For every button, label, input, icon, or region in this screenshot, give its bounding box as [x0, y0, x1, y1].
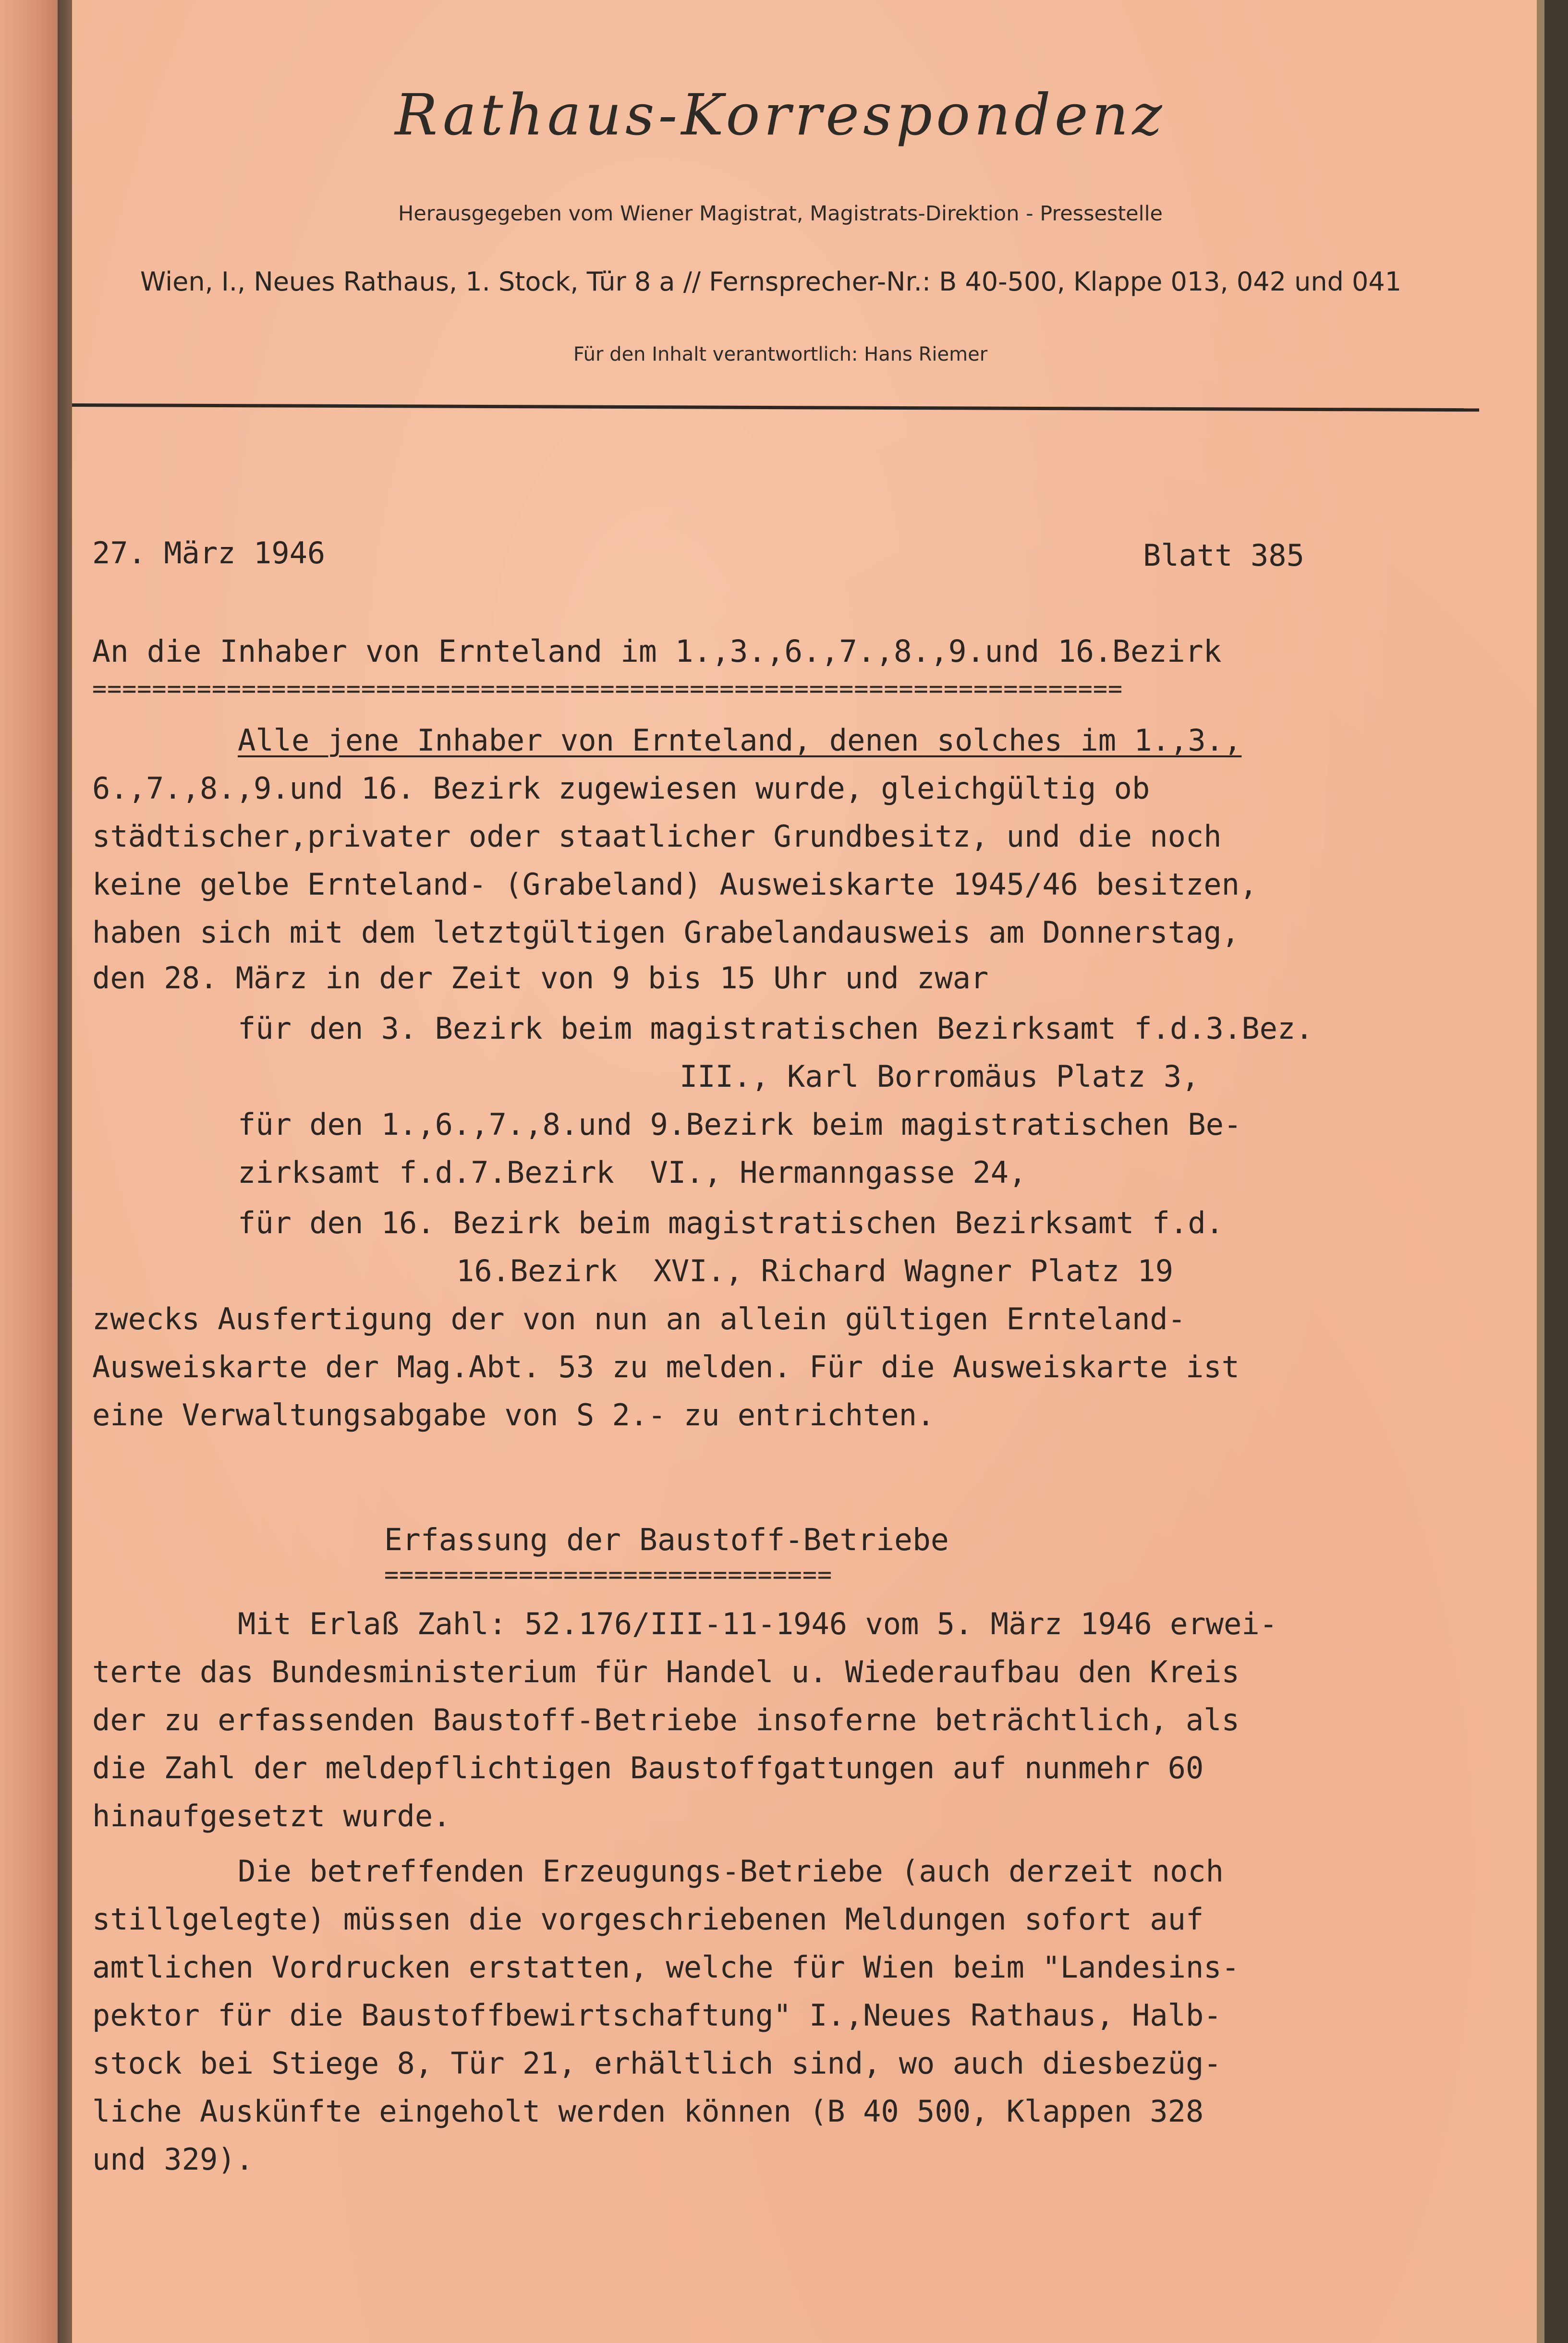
article2-line: hinaufgesetzt wurde.: [92, 1798, 451, 1833]
article1-heading: An die Inhaber von Ernteland im 1.,3.,6.,7.,8.,9.und 16.Bezirk: [92, 634, 1222, 669]
article1-line: eine Verwaltungsabgabe von S 2.- zu entrichten.: [92, 1397, 935, 1433]
adjacent-page-edge: [0, 0, 58, 2343]
publisher-line: Herausgegeben vom Wiener Magistrat, Magistrats-Direktion - Pressestelle: [398, 202, 1163, 226]
article1-heading-rule: =====================================================================: [92, 675, 1123, 703]
article2-line: die Zahl der meldepflichtigen Baustoffgattungen auf nunmehr 60: [92, 1750, 1204, 1785]
article1-line: Ausweiskarte der Mag.Abt. 53 zu melden. Für die Ausweiskarte ist: [92, 1349, 1240, 1384]
masthead-title: Rathaus-Korrespondenz: [395, 82, 1166, 148]
article2-line: und 329).: [92, 2142, 254, 2177]
article1-line: haben sich mit dem letztgültigen Grabelandausweis am Donnerstag,: [92, 915, 1240, 950]
article1-line: den 28. März in der Zeit von 9 bis 15 Uhr und zwar: [92, 960, 989, 995]
article2-line: Mit Erlaß Zahl: 52.176/III-11-1946 vom 5. März 1946 erwei-: [238, 1606, 1277, 1641]
address-line: Wien, I., Neues Rathaus, 1. Stock, Tür 8 a // Fernsprecher-Nr.: B 40-500, Klappe 013, 042 und 041: [140, 267, 1402, 297]
document-page: [72, 0, 1537, 2343]
article1-line: III., Karl Borromäus Platz 3,: [680, 1059, 1200, 1094]
article2-line: terte das Bundesministerium für Handel u. Wiederaufbau den Kreis: [92, 1654, 1240, 1689]
article2-line: Die betreffenden Erzeugungs-Betriebe (auch derzeit noch: [238, 1854, 1224, 1889]
article1-line: zirksamt f.d.7.Bezirk VI., Hermanngasse 24,: [238, 1155, 1027, 1190]
article1-line: 6.,7.,8.,9.und 16. Bezirk zugewiesen wurde, gleichgültig ob: [92, 771, 1150, 806]
article2-line: der zu erfassenden Baustoff-Betriebe insoferne beträchtlich, als: [92, 1702, 1240, 1737]
page-edge-shadow: [1537, 0, 1544, 2343]
article1-line: zwecks Ausfertigung der von nun an allein gültigen Ernteland-: [92, 1301, 1186, 1336]
article1-line: Alle jene Inhaber von Ernteland, denen solches im 1.,3.,: [238, 723, 1242, 758]
article1-line: für den 16. Bezirk beim magistratischen Bezirksamt f.d.: [238, 1205, 1224, 1240]
article2-line: stock bei Stiege 8, Tür 21, erhältlich sind, wo auch diesbezüg-: [92, 2046, 1222, 2081]
article1-line: städtischer,privater oder staatlicher Grundbesitz, und die noch: [92, 819, 1222, 854]
article2-heading: Erfassung der Baustoff-Betriebe: [384, 1522, 949, 1557]
sheet-number: Blatt 385: [1143, 538, 1304, 573]
article1-line: für den 3. Bezirk beim magistratischen Bezirksamt f.d.3.Bez.: [238, 1011, 1313, 1046]
article2-line: stillgelegte) müssen die vorgeschriebenen Meldungen sofort auf: [92, 1902, 1204, 1937]
article2-line: liche Auskünfte eingeholt werden können (B 40 500, Klappen 328: [92, 2094, 1204, 2129]
header-rule: [72, 403, 1479, 412]
article1-line: für den 1.,6.,7.,8.und 9.Bezirk beim magistratischen Be-: [238, 1107, 1242, 1142]
article2-line: pektor für die Baustoffbewirtschaftung" I.,Neues Rathaus, Halb-: [92, 1998, 1222, 2033]
responsible-editor: Für den Inhalt verantwortlich: Hans Riemer: [573, 343, 988, 365]
article2-line: amtlichen Vordrucken erstatten, welche für Wien beim "Landesins-: [92, 1950, 1240, 1985]
article2-heading-rule: ==============================: [384, 1561, 833, 1589]
issue-date: 27. März 1946: [92, 535, 326, 571]
article1-line: 16.Bezirk XVI., Richard Wagner Platz 19: [456, 1253, 1174, 1288]
article1-line: keine gelbe Ernteland- (Grabeland) Ausweiskarte 1945/46 besitzen,: [92, 867, 1258, 902]
